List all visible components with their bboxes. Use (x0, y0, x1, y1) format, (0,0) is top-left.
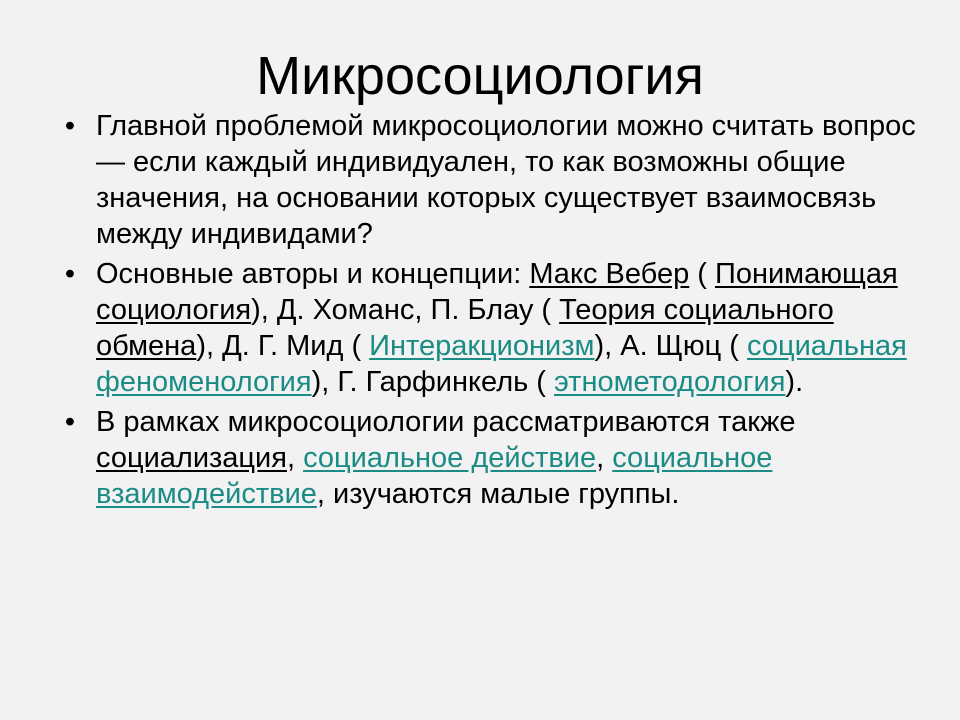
bullet-text: Главной проблемой микросоциологии можно считать вопрос — если каждый индивидуален, то как возможны общие значения, на основании которых существует взаимосвязь между индивидами? (96, 110, 916, 250)
bullet-text: ), А. Щюц ( (594, 330, 748, 362)
bullet-text: ), Г. Гарфинкель ( (311, 366, 554, 398)
bullet-icon: • (64, 110, 76, 142)
bullet-text: ). (785, 366, 804, 398)
link-social-action[interactable]: социальное действие (303, 442, 597, 474)
link-social-interaction[interactable]: социальное взаимодействие (96, 442, 773, 510)
link-max-weber[interactable]: Макс Вебер (529, 258, 690, 290)
link-understanding-sociology[interactable]: Понимающая социология (96, 258, 898, 326)
link-socialization[interactable]: социализация (96, 442, 287, 474)
bullet-item-main-problem (60, 108, 920, 252)
link-interactionism[interactable]: Интеракционизм (369, 330, 595, 362)
bullet-item-topics (60, 404, 920, 512)
bullet-text: В рамках микросоциологии рассматриваются также (96, 406, 796, 438)
link-social-phenomenology[interactable]: социальная феноменология (96, 330, 907, 398)
bullet-text: Основные авторы и концепции: (96, 258, 530, 290)
bullet-text: , изучаются малые группы. (316, 478, 680, 510)
link-ethnomethodology[interactable]: этнометодология (554, 366, 786, 398)
bullet-text: ), Д. Хоманс, П. Блау ( (251, 294, 560, 326)
bullet-text: ( (689, 258, 715, 290)
bullet-list (60, 108, 920, 516)
bullet-text: , (596, 442, 613, 474)
bullet-text: , (286, 442, 304, 474)
bullet-icon: • (64, 406, 76, 438)
bullet-text: ), Д. Г. Мид ( (196, 330, 370, 362)
link-social-exchange-theory[interactable]: Теория социального обмена (96, 294, 834, 362)
bullet-item-authors (60, 256, 920, 400)
bullet-icon: • (64, 258, 76, 290)
slide-title: Микросоциология (256, 46, 704, 106)
